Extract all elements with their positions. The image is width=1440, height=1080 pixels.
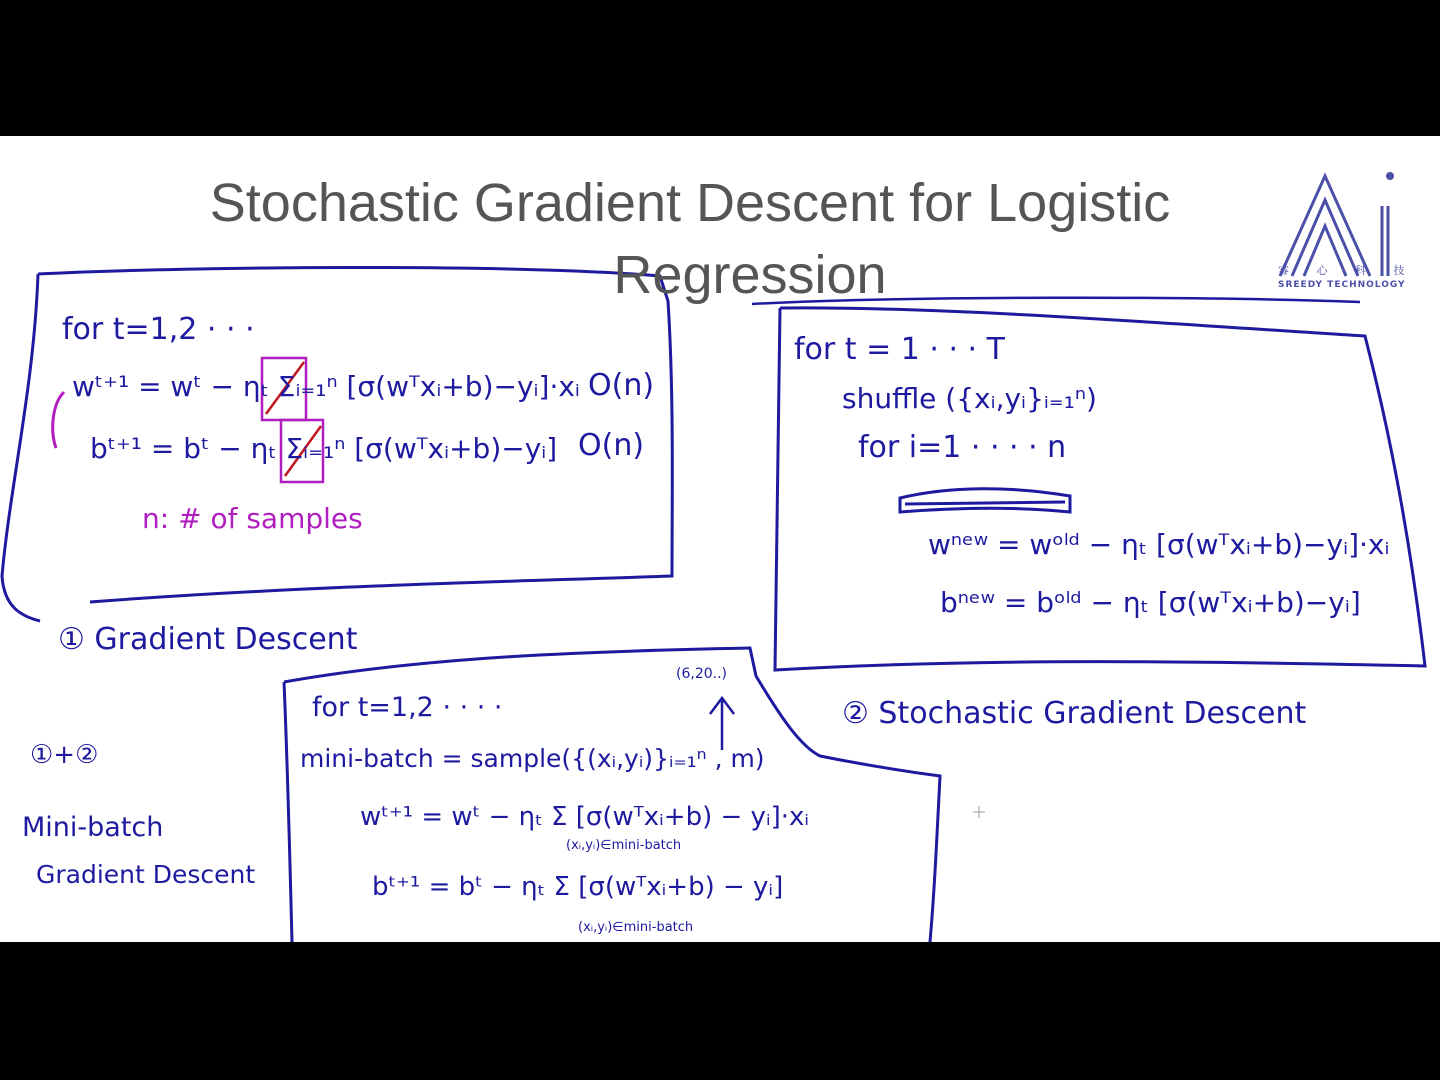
combo-label: ①+②	[30, 740, 99, 770]
minibatch-w-sum-index: (xᵢ,yᵢ)∈mini-batch	[566, 838, 682, 853]
gd-caption: ① Gradient Descent	[58, 622, 358, 657]
sgd-b-update: bⁿᵉʷ = bᵒˡᵈ − ηₜ [σ(wᵀxᵢ+b)−yᵢ]	[940, 586, 1361, 619]
bracket-mark	[53, 392, 64, 448]
gd-loop-line: for t=1,2 · · ·	[62, 312, 255, 347]
slide-title-line-2: Regression	[613, 245, 887, 305]
minibatch-label-line-2: Gradient Descent	[36, 860, 256, 889]
gd-b-complexity: O(n)	[578, 428, 645, 463]
slide-title-line-1: Stochastic Gradient Descent for Logistic	[209, 173, 1171, 233]
sgd-shuffle: shuffle ({xᵢ,yᵢ}ᵢ₌₁ⁿ)	[842, 382, 1097, 415]
minibatch-w-update: wᵗ⁺¹ = wᵗ − ηₜ Σ [σ(wᵀxᵢ+b) − yᵢ]·xᵢ	[360, 802, 810, 832]
whiteboard-slide	[0, 136, 1440, 942]
minibatch-b-sum-index: (xᵢ,yᵢ)∈mini-batch	[578, 920, 694, 935]
logo-english-text: SREEDY TECHNOLOGY	[1278, 280, 1406, 290]
sgd-caption: ② Stochastic Gradient Descent	[842, 696, 1307, 731]
sgd-outer-loop: for t = 1 · · · T	[794, 332, 1005, 367]
logo-chinese-text: 睿 心 科 技	[1278, 264, 1417, 277]
arrow-up-icon	[710, 698, 734, 750]
minibatch-sample: mini-batch = sample({(xᵢ,yᵢ)}ᵢ₌₁ⁿ , m)	[300, 744, 765, 773]
sgd-w-update: wⁿᵉʷ = wᵒˡᵈ − ηₜ [σ(wᵀxᵢ+b)−yᵢ]·xᵢ	[928, 528, 1390, 561]
minibatch-label-line-1: Mini-batch	[22, 812, 164, 843]
scribble-mark	[900, 489, 1070, 512]
gd-b-update: bᵗ⁺¹ = bᵗ − ηₜ Σᵢ₌₁ⁿ [σ(wᵀxᵢ+b)−yᵢ]	[90, 432, 558, 465]
gd-note: n: # of samples	[142, 502, 363, 535]
minibatch-loop: for t=1,2 · · · ·	[312, 692, 503, 723]
batch-size-annotation: (6,20..)	[676, 666, 727, 682]
cursor-icon	[973, 806, 985, 818]
minibatch-b-update: bᵗ⁺¹ = bᵗ − ηₜ Σ [σ(wᵀxᵢ+b) − yᵢ]	[372, 872, 784, 902]
sgd-inner-loop: for i=1 · · · · n	[858, 430, 1067, 465]
gd-w-update: wᵗ⁺¹ = wᵗ − ηₜ Σᵢ₌₁ⁿ [σ(wᵀxᵢ+b)−yᵢ]·xᵢ	[72, 370, 580, 403]
gd-w-complexity: O(n)	[588, 368, 655, 403]
